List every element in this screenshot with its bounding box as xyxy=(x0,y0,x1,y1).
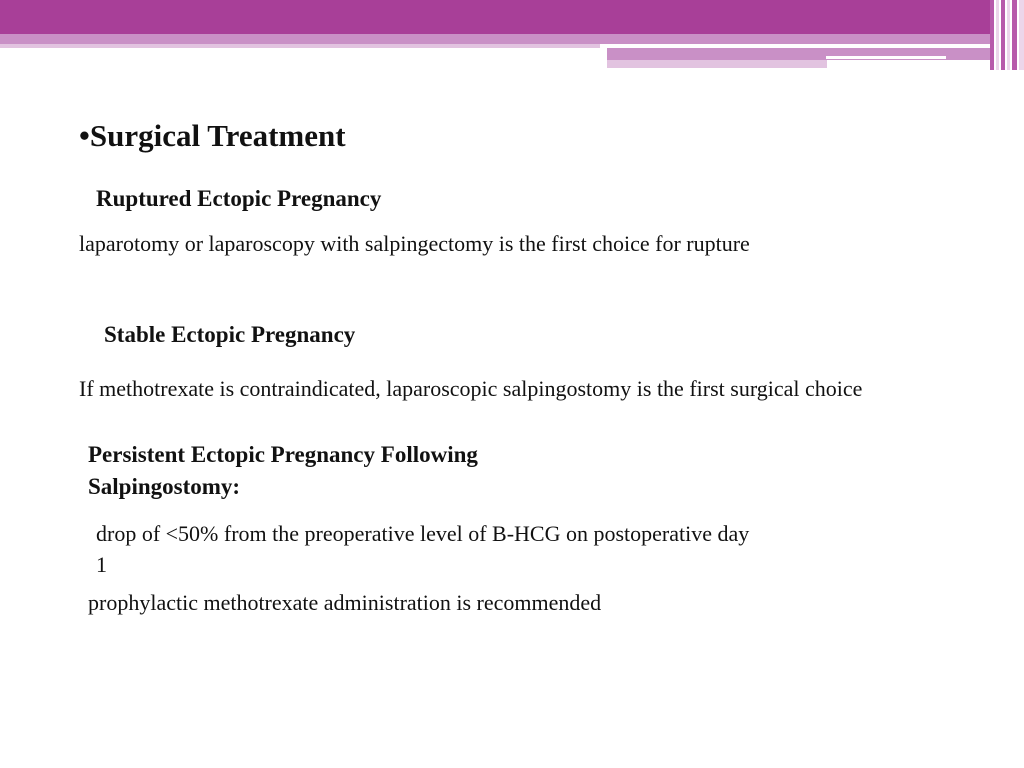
persistent-heading-line1: Persistent Ectopic Pregnancy Following xyxy=(88,442,478,467)
stable-text: If methotrexate is contraindicated, laparoscopic salpingostomy is the first surgical choice xyxy=(79,376,863,401)
persistent-heading-line2: Salpingostomy: xyxy=(88,474,241,499)
header-band-lilac xyxy=(0,34,990,44)
header-band xyxy=(0,0,1024,70)
header-band-white-line xyxy=(826,56,946,59)
header-band-stripes xyxy=(990,0,1024,70)
stable-heading: Stable Ectopic Pregnancy xyxy=(104,322,356,347)
stripe xyxy=(990,0,994,70)
stripe xyxy=(1001,0,1005,70)
persistent-text: drop of <50% from the preoperative level of B-HCG on postoperative day 1 xyxy=(96,521,750,577)
slide-title: •Surgical Treatment xyxy=(79,118,346,153)
header-band-main xyxy=(0,0,990,34)
stripe xyxy=(1007,0,1010,70)
stripe xyxy=(996,0,999,70)
ruptured-text: laparotomy or laparoscopy with salpingectomy is the first choice for rupture xyxy=(79,231,750,256)
header-band-right-light-lower xyxy=(607,60,827,68)
header-band-thin xyxy=(0,44,600,48)
recommendation-text: prophylactic methotrexate administration is recommended xyxy=(88,590,602,615)
ruptured-heading: Ruptured Ectopic Pregnancy xyxy=(96,186,382,211)
stripe xyxy=(1019,0,1024,70)
stripe xyxy=(1012,0,1017,70)
